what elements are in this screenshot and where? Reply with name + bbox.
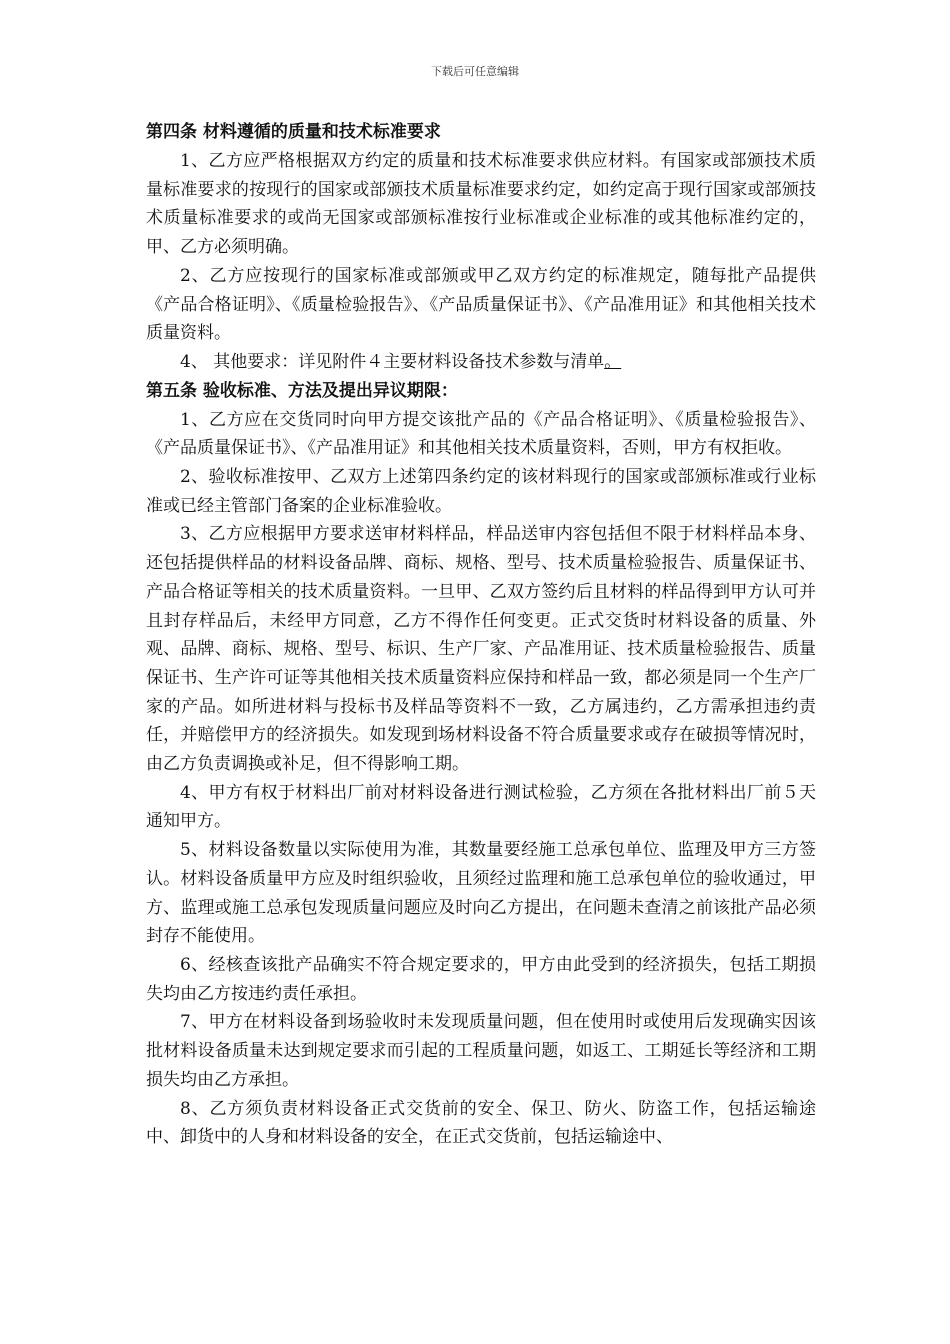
article5-clause-1: 1、乙方应在交货同时向甲方提交该批产品的《产品合格证明》、《质量检验报告》、《产品质量保证书》、《产品准用证》和其他相关技术质量资料，否则，甲方有权拒收。 [146, 409, 816, 459]
article5-clause-6: 6、经核查该批产品确实不符合规定要求的，甲方由此受到的经济损失，包括工期损失均由乙方按违约责任承担。 [146, 954, 816, 1004]
article5-heading: 第五条 验收标准、方法及提出异议期限： [146, 380, 458, 401]
article4-clause-2: 2、乙方应按现行的国家标准或部颁或甲乙双方约定的标准规定，随每批产品提供《产品合格证明》、《质量检验报告》、《产品质量保证书》、《产品准用证》和其他相关技术质量资料。 [146, 265, 816, 344]
article4-clause-4-underlined: 。 [604, 351, 622, 372]
article4-clause-4 [146, 348, 816, 377]
article5-clause-5: 5、材料设备数量以实际使用为准，其数量要经施工总承包单位、监理及甲方三方签认。材料设备质量甲方应及时组织验收，且须经过监理和施工总承包单位的验收通过，甲方、监理或施工总承包发现质量问题应及时向乙方提出，在问题未查清之前该批产品必须封存不能使用。 [146, 840, 816, 947]
article4-heading: 第四条 材料遵循的质量和技术标准要求 [146, 122, 441, 142]
article5-clause-4: 4、甲方有权于材料出厂前对材料设备进行测试检验，乙方须在各批材料出厂前５天通知甲方。 [146, 782, 816, 832]
article5-clause-2: 2、验收标准按甲、乙双方上述第四条约定的该材料现行的国家或部颁标准或行业标准或已经主管部门备案的企业标准验收。 [146, 467, 816, 516]
article4-clause-1: 1、乙方应严格根据双方约定的质量和技术标准要求供应材料。有国家或部颁技术质量标准要求的按现行的国家或部颁技术质量标准要求约定，如约定高于现行国家或部颁技术质量标准要求的或尚无国家或部颁标准按行业标准或企业标准的或其他标准约定的，甲、乙方必须明确。 [146, 151, 816, 258]
page-header: 下载后可任意编辑 [431, 65, 519, 78]
article5-clause-3: 3、乙方应根据甲方要求送审材料样品，样品送审内容包括但不限于材料样品本身、还包括提供样品的材料设备品牌、商标、规格、型号、技术质量检验报告、质量保证书、产品合格证等相关的技术质量资料。一旦甲、乙双方签约后且材料的样品得到甲方认可并且封存样品后，未经甲方同意，乙方不得作任何变更。正式交货时材料设备的质量、外观、品牌、商标、规格、型号、标识、生产厂家、产品准用证、技术质量检验报告、质量保证书、生产许可证等其他相关技术质量资料应保持和样品一致，都必须是同一个生产厂家的产品。如所进材料与投标书及样品等资料不一致，乙方属违约，乙方需承担违约责任，并赔偿甲方的经济损失。如发现到场材料设备不符合质量要求或存在破损等情况时，由乙方负责调换或补足，但不得影响工期。 [146, 524, 816, 775]
article5-clause-8: 8、乙方须负责材料设备正式交货前的安全、保卫、防火、防盗工作，包括运输途中、卸货中的人身和材料设备的安全，在正式交货前，包括运输途中、 [146, 1098, 816, 1148]
article5-clause-7: 7、甲方在材料设备到场验收时未发现质量问题，但在使用时或使用后发现确实因该批材料设备质量未达到规定要求而引起的工程质量问题，如返工、工期延长等经济和工期损失均由乙方承担。 [146, 1012, 816, 1090]
article4-clause-4-text: 4、 其他要求：详见附件４主要材料设备技术参数与清单 [180, 351, 605, 372]
document-body [146, 118, 816, 1152]
